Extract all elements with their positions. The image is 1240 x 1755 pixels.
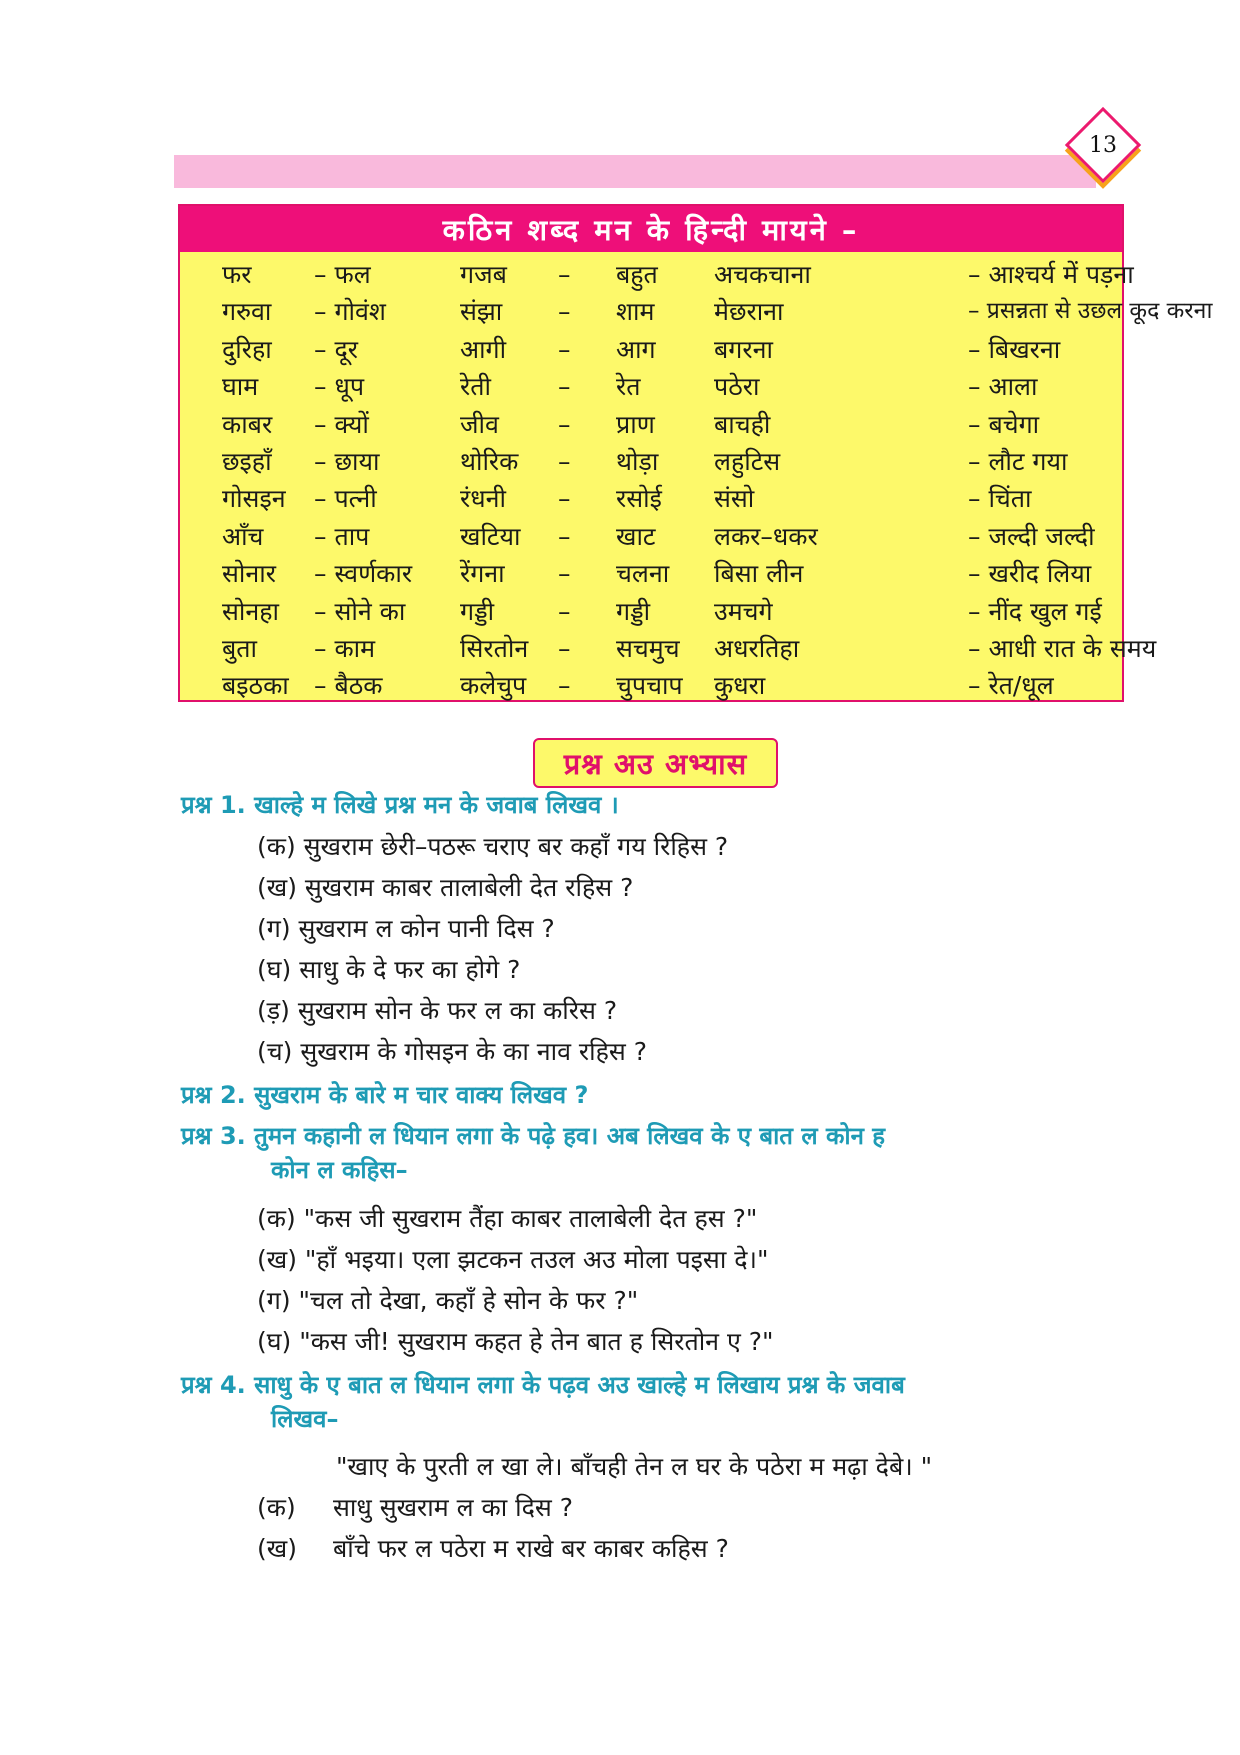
vocab-meaning: – ताप — [314, 521, 370, 551]
question-4-quote: "खाए के पुरती ल खा ले। बाँचही तेन ल घर के पठेरा म मढ़ा देबे। " — [336, 1452, 933, 1481]
question-3-text: प्रश्न 3. तुमन कहानी ल धियान लगा के पढ़े हव। अब लिखव के ए बात ल कोन ह — [181, 1122, 886, 1150]
vocab-word: संझा — [460, 297, 503, 327]
vocab-word: खटिया — [460, 521, 521, 551]
question-4-text-continued: लिखव– — [271, 1405, 339, 1433]
vocab-word: पठेरा — [714, 372, 760, 402]
vocab-meaning: – बैठक — [314, 671, 383, 701]
vocab-word: बिसा लीन — [714, 559, 804, 589]
vocab-word: मेछराना — [714, 297, 784, 327]
vocab-word: गड्डी — [460, 596, 495, 626]
vocab-dash: – — [558, 559, 571, 589]
vocab-meaning: गड्डी — [616, 596, 651, 626]
vocab-meaning: – बिखरना — [968, 334, 1061, 364]
question-4-item-text: बाँचे फर ल पठेरा म राखे बर काबर कहिस ? — [333, 1534, 729, 1563]
vocab-word: दुरिहा — [222, 334, 272, 364]
vocab-meaning: – सोने का — [314, 596, 406, 626]
vocab-meaning: प्राण — [616, 409, 655, 439]
question-3-item: (क) "कस जी सुखराम तैंहा काबर तालाबेली देत हस ?" — [257, 1204, 758, 1233]
vocab-meaning: रेत — [616, 372, 641, 402]
vocab-meaning: – लौट गया — [968, 446, 1068, 476]
vocab-meaning: – खरीद लिया — [968, 559, 1092, 589]
vocab-dash: – — [558, 297, 571, 327]
question-3-text-continued: कोन ल कहिस– — [271, 1156, 408, 1184]
vocab-dash: – — [558, 372, 571, 402]
vocab-dash: – — [558, 484, 571, 514]
vocab-dash: – — [558, 596, 571, 626]
vocab-word: सिरतोन — [460, 633, 529, 663]
question-1-item: (च) सुखराम के गोसइन के का नाव रहिस ? — [257, 1037, 648, 1066]
vocab-word: गोसइन — [222, 484, 286, 514]
vocab-meaning: – जल्दी जल्दी — [968, 521, 1095, 551]
vocab-dash: – — [558, 446, 571, 476]
vocab-word: घाम — [222, 372, 259, 402]
vocab-word: आगी — [460, 334, 507, 364]
vocab-meaning: सचमुच — [616, 633, 680, 663]
vocab-dash: – — [558, 260, 571, 289]
question-3 — [181, 1119, 1131, 1187]
vocab-word: बुता — [222, 633, 258, 663]
question-4-text: प्रश्न 4. साधु के ए बात ल धियान लगा के पढ़व अउ खाल्हे म लिखाय प्रश्न के जवाब — [181, 1371, 905, 1399]
question-1-item: (ख) सुखराम काबर तालाबेली देत रहिस ? — [257, 873, 634, 902]
vocab-meaning: चलना — [616, 559, 670, 589]
vocab-meaning: – गोवंश — [314, 297, 386, 327]
question-3-item: (ख) "हाँ भइया। एला झटकन तउल अउ मोला पइसा दे।" — [257, 1245, 769, 1274]
question-3-item: (ग) "चल तो देखा, कहाँ हे सोन के फर ?" — [257, 1286, 639, 1315]
question-1-item: (ग) सुखराम ल कोन पानी दिस ? — [257, 914, 555, 943]
question-1-item: (घ) साधु के दे फर का होगे ? — [257, 955, 521, 984]
vocab-meaning: – आश्चर्य में पड़ना — [968, 260, 1134, 289]
vocabulary-box — [178, 204, 1213, 702]
vocab-word: सोनार — [222, 559, 276, 589]
vocab-meaning: – आधी रात के समय — [968, 633, 1157, 663]
vocab-row — [180, 331, 1122, 368]
vocab-meaning: – चिंता — [968, 484, 1032, 514]
vocab-meaning: – पत्नी — [314, 484, 377, 514]
vocab-word: रेती — [460, 372, 491, 402]
vocab-row — [180, 256, 1134, 293]
vocab-row — [180, 667, 1122, 704]
vocab-meaning: – छाया — [314, 446, 380, 476]
vocab-meaning: बहुत — [616, 260, 658, 289]
question-4-item — [257, 1491, 573, 1525]
vocab-word: रंधनी — [460, 484, 506, 514]
question-1-item: (क) सुखराम छेरी–पठरू चराए बर कहाँ गय रिहिस ? — [257, 832, 729, 861]
vocab-dash: – — [558, 671, 571, 701]
vocab-word: आँच — [222, 521, 264, 551]
vocab-word: फर — [222, 260, 252, 289]
vocab-word: बगरना — [714, 334, 773, 364]
exercise-title: प्रश्न अउ अभ्यास — [533, 738, 778, 788]
vocab-word: जीव — [460, 409, 499, 439]
vocab-meaning: चुपचाप — [616, 671, 683, 701]
vocab-word: बइठका — [222, 671, 289, 701]
vocab-word: लहुटिस — [714, 446, 781, 476]
vocab-word: सोनहा — [222, 596, 280, 626]
vocab-word: काबर — [222, 409, 273, 439]
vocab-dash: – — [558, 633, 571, 663]
vocab-meaning: – फल — [314, 260, 371, 289]
vocab-word: अचकचाना — [714, 260, 811, 289]
vocab-word: गजब — [460, 260, 507, 289]
vocab-meaning: खाट — [616, 521, 656, 551]
vocab-meaning: – आला — [968, 372, 1038, 402]
question-4-item-label: (क) — [257, 1493, 296, 1522]
vocab-row — [180, 406, 1122, 443]
vocab-meaning: – दूर — [314, 334, 358, 364]
vocab-meaning: – प्रसन्नता से उछल कूद करना — [968, 298, 1213, 325]
vocab-meaning: – रेत/धूल — [968, 671, 1054, 701]
question-1-item: (ड़) सुखराम सोन के फर ल का करिस ? — [257, 996, 618, 1025]
vocab-row — [180, 555, 1122, 592]
vocab-word: लकर–धकर — [714, 521, 818, 551]
vocab-word: कलेचुप — [460, 671, 527, 701]
vocab-word: थोरिक — [460, 446, 519, 476]
question-1: प्रश्न 1. खाल्हे म लिखे प्रश्न मन के जवाब लिखव । — [181, 791, 619, 819]
vocabulary-rows — [180, 256, 1213, 705]
vocab-meaning: – काम — [314, 633, 376, 663]
vocab-meaning: – क्यों — [314, 409, 369, 439]
vocab-word: रेंगना — [460, 559, 505, 589]
question-4-item — [257, 1532, 729, 1566]
vocab-word: उमचगे — [714, 596, 773, 626]
vocab-word: अधरतिहा — [714, 633, 800, 663]
header-strip — [174, 155, 1096, 188]
vocab-word: संसो — [714, 484, 755, 514]
vocab-row — [180, 368, 1122, 405]
vocab-row — [180, 518, 1122, 555]
question-4 — [181, 1368, 1131, 1436]
vocab-meaning: आग — [616, 334, 656, 364]
question-4-item-label: (ख) — [257, 1534, 297, 1563]
vocab-meaning: – नींद खुल गई — [968, 596, 1102, 626]
vocab-dash: – — [558, 521, 571, 551]
vocab-word: बाचही — [714, 409, 771, 439]
vocab-word: छइहाँ — [222, 446, 272, 476]
vocab-meaning: – स्वर्णकार — [314, 559, 413, 589]
vocabulary-title: कठिन शब्द मन के हिन्दी मायने – — [180, 206, 1122, 252]
vocab-word: गरुवा — [222, 297, 272, 327]
vocab-dash: – — [558, 409, 571, 439]
vocab-row — [180, 293, 1213, 330]
vocab-row — [180, 480, 1122, 517]
question-2: प्रश्न 2. सुखराम के बारे म चार वाक्य लिखव ? — [181, 1081, 589, 1109]
question-3-item: (घ) "कस जी! सुखराम कहत हे तेन बात ह सिरतोन ए ?" — [257, 1327, 774, 1356]
vocab-meaning: – धूप — [314, 372, 365, 402]
vocab-word: कुधरा — [714, 671, 766, 701]
vocab-meaning: थोड़ा — [616, 446, 659, 476]
question-4-item-text: साधु सुखराम ल का दिस ? — [333, 1493, 574, 1522]
vocab-meaning: – बचेगा — [968, 409, 1040, 439]
vocab-row — [180, 630, 1157, 667]
vocab-meaning: रसोई — [616, 484, 662, 514]
vocab-row — [180, 443, 1122, 480]
vocab-row — [180, 593, 1122, 630]
vocab-dash: – — [558, 334, 571, 364]
page-number: 13 — [1089, 132, 1117, 158]
vocab-meaning: शाम — [616, 297, 655, 327]
